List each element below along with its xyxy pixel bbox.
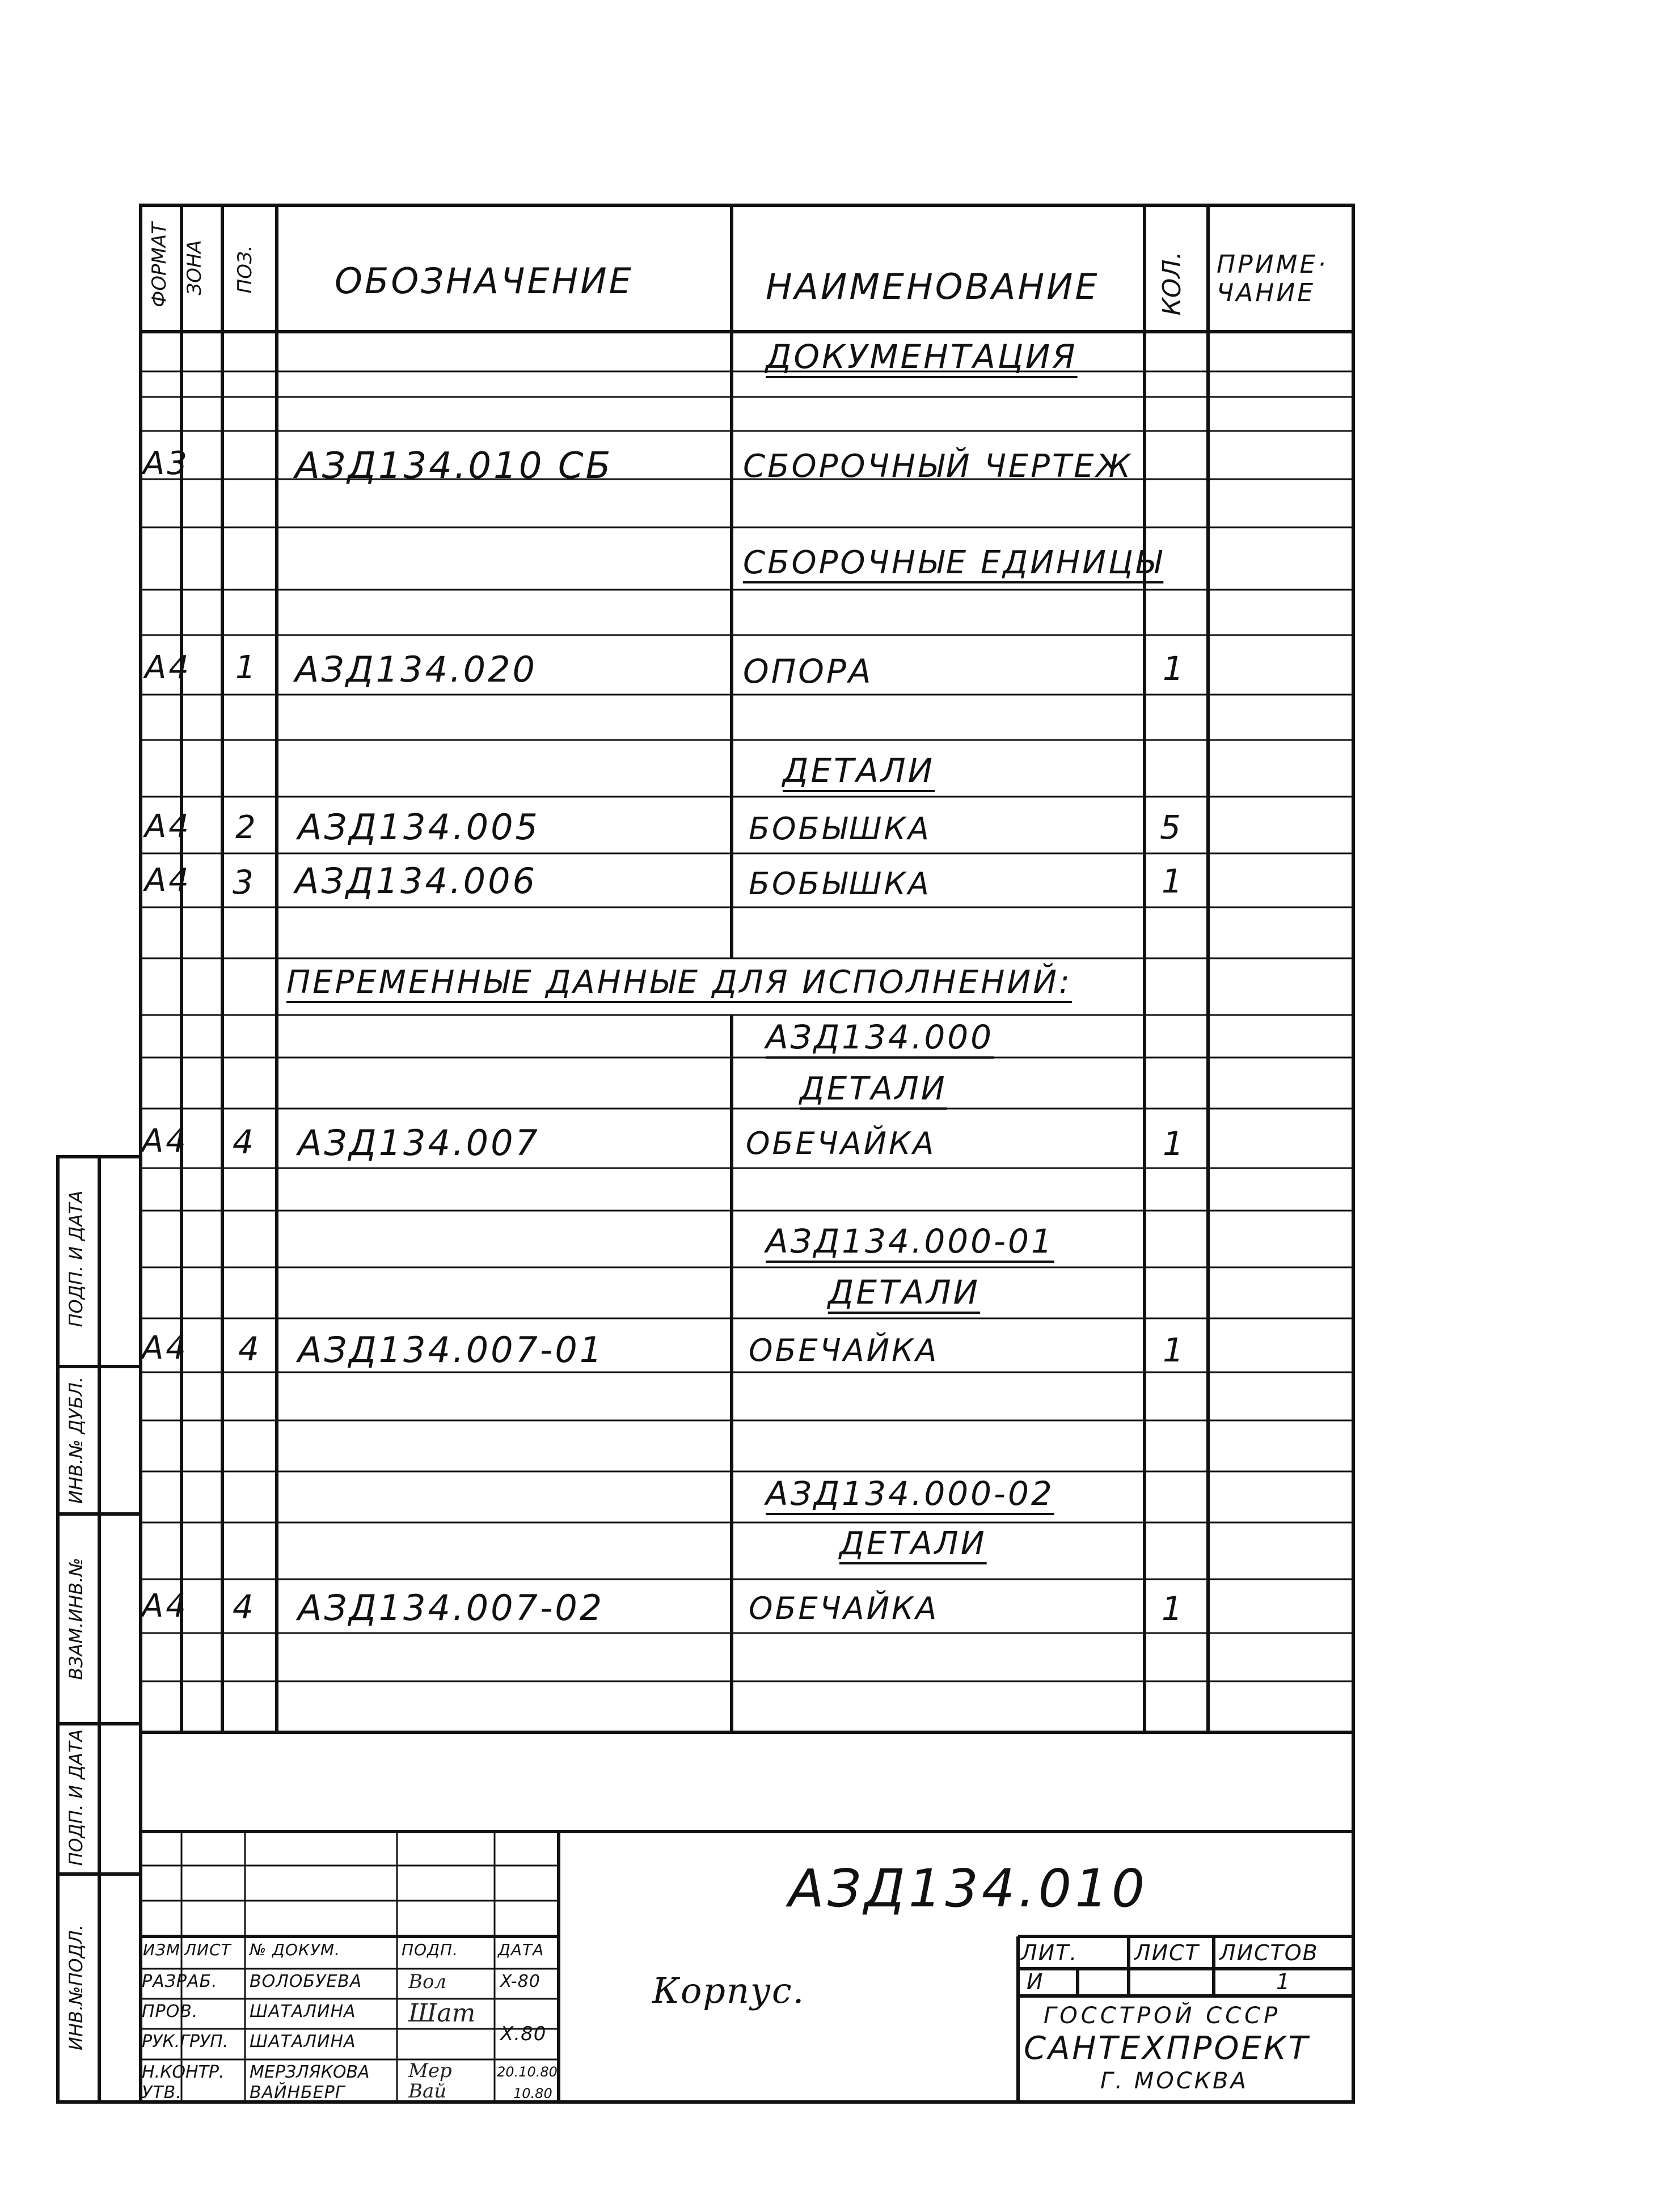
row-shell-1-pos: 4 — [233, 1123, 256, 1161]
tb-person: ШАТАЛИНА — [250, 2002, 356, 2021]
row-shell-3-format: А4 — [142, 1588, 188, 1625]
row-support-qty: 1 — [1163, 649, 1186, 688]
row-shell-2-format: А4 — [142, 1330, 188, 1367]
tb-org-2: САНТЕХПРОЕКТ — [1024, 2030, 1310, 2067]
row-shell-1-format: А4 — [142, 1123, 188, 1160]
row-shell-2-pos: 4 — [238, 1330, 261, 1368]
tb-person: МЕРЗЛЯКОВА — [250, 2062, 370, 2082]
header-note-2: ЧАНИЕ — [1217, 278, 1316, 307]
row-assembly-drawing-name: СБОРОЧНЫЙ ЧЕРТЕЖ — [743, 448, 1133, 485]
row-shell-3-designation: АЗД134.007-02 — [298, 1587, 605, 1629]
row-shell-2-designation: АЗД134.007-01 — [298, 1329, 605, 1371]
row-support-pos: 1 — [235, 649, 258, 686]
row-shell-3-name: ОБЕЧАЙКА — [749, 1591, 939, 1626]
row-boss-1-pos: 2 — [235, 809, 258, 846]
tb-role: РАЗРАБ. — [142, 1972, 218, 1991]
tb-role: ПРОВ. — [142, 2002, 199, 2021]
tb-date: 10.80 — [513, 2086, 552, 2101]
stamp-sign-date-1: ПОДП. И ДАТА — [65, 1729, 87, 1866]
row-shell-1-qty: 1 — [1163, 1124, 1186, 1163]
row-boss-2-format: А4 — [145, 862, 191, 899]
row-boss-2-qty: 1 — [1162, 862, 1185, 900]
header-qty: КОЛ. — [1158, 251, 1187, 316]
tb-lit-value: И — [1027, 1969, 1045, 1994]
tb-role: РУК.ГРУП. — [142, 2032, 229, 2052]
tb-col-sheet: ЛИСТ — [184, 1940, 231, 1959]
row-shell-2-qty: 1 — [1163, 1331, 1186, 1369]
row-shell-3-qty: 1 — [1162, 1589, 1185, 1628]
tb-signature: Мер — [408, 2059, 452, 2082]
tb-date: X.80 — [500, 2023, 547, 2045]
row-boss-1-format: А4 — [145, 808, 191, 845]
tb-date: X-80 — [500, 1972, 541, 1991]
row-shell-1-name: ОБЕЧАЙКА — [746, 1126, 936, 1161]
tb-col-date: ДАТА — [498, 1940, 544, 1959]
section-variant-3-parts: ДЕТАЛИ — [839, 1525, 987, 1562]
tb-org-1: ГОССТРОЙ СССР — [1044, 2003, 1281, 2029]
row-assembly-drawing-designation: АЗД134.010 СБ — [295, 445, 613, 487]
tb-signature: Вай — [408, 2080, 447, 2103]
row-shell-2-name: ОБЕЧАЙКА — [749, 1333, 939, 1368]
tb-lit-label: ЛИТ. — [1021, 1940, 1078, 1965]
header-designation: ОБОЗНАЧЕНИЕ — [335, 260, 634, 302]
row-boss-2-pos: 3 — [233, 863, 256, 902]
stamp-sign-date-2: ПОДП. И ДАТА — [65, 1190, 87, 1327]
row-boss-1-qty: 5 — [1160, 808, 1183, 847]
tb-person: ВАЙНБЕРГ — [250, 2083, 345, 2103]
header-format: ФОРМАТ — [148, 222, 171, 307]
tb-signature: Вол — [408, 1970, 447, 1993]
header-note-1: ПРИМЕ· — [1217, 250, 1328, 279]
row-support-name: ОПОРА — [743, 652, 873, 691]
stamp-replace-inv: ВЗАМ.ИНВ.№ — [65, 1558, 87, 1680]
section-variant-2: АЗД134.000-01 — [766, 1222, 1054, 1261]
section-variant-2-parts: ДЕТАЛИ — [828, 1273, 981, 1312]
tb-signature: Шат — [408, 1999, 476, 2028]
title-name: Корпус. — [652, 1970, 805, 2011]
header-name: НАИМЕНОВАНИЕ — [766, 266, 1100, 307]
title-doc-number: АЗД134.010 — [788, 1858, 1149, 1919]
row-boss-2-name: БОБЫШКА — [749, 866, 931, 902]
section-parts: ДЕТАЛИ — [783, 751, 935, 790]
row-boss-2-designation: АЗД134.006 — [295, 860, 537, 902]
section-assemblies: СБОРОЧНЫЕ ЕДИНИЦЫ — [743, 544, 1164, 581]
row-support-format: А4 — [145, 649, 191, 686]
row-support-designation: АЗД134.020 — [295, 649, 537, 690]
stamp-inv-dup: ИНВ.№ ДУБЛ. — [65, 1376, 87, 1504]
tb-sheets-label: ЛИСТОВ — [1219, 1940, 1319, 1965]
header-zone: ЗОНА — [183, 240, 206, 295]
stamp-inv-orig: ИНВ.№ПОДЛ. — [65, 1925, 87, 2050]
row-assembly-drawing-format: А3 — [143, 445, 189, 482]
row-boss-1-designation: АЗД134.005 — [298, 806, 540, 848]
section-variable-data: ПЕРЕМЕННЫЕ ДАННЫЕ ДЛЯ ИСПОЛНЕНИЙ: — [286, 964, 1072, 1001]
tb-role: УТВ. — [142, 2083, 182, 2103]
section-documentation: ДОКУМЕНТАЦИЯ — [766, 337, 1078, 376]
tb-col-sign: ПОДП. — [402, 1940, 458, 1959]
tb-role: Н.КОНТР. — [142, 2062, 225, 2082]
row-shell-3-pos: 4 — [233, 1588, 256, 1626]
row-boss-1-name: БОБЫШКА — [749, 811, 931, 847]
section-variant-1: АЗД134.000 — [766, 1018, 994, 1056]
row-shell-1-designation: АЗД134.007 — [298, 1122, 540, 1164]
tb-sheets-value: 1 — [1276, 1969, 1293, 1994]
section-variant-3: АЗД134.000-02 — [766, 1474, 1054, 1513]
tb-date: 20.10.80 — [497, 2064, 558, 2080]
tb-sheet-label: ЛИСТ — [1134, 1940, 1200, 1965]
tb-person: ШАТАЛИНА — [250, 2032, 356, 2052]
tb-org-3: Г. МОСКВА — [1100, 2068, 1248, 2094]
tb-col-docnum: № ДОКУМ. — [250, 1940, 340, 1959]
tb-col-change: ИЗМ — [143, 1940, 181, 1959]
section-variant-1-parts: ДЕТАЛИ — [800, 1071, 947, 1107]
header-pos: ПОЗ. — [234, 245, 256, 294]
tb-person: ВОЛОБУЕВА — [250, 1972, 362, 1991]
